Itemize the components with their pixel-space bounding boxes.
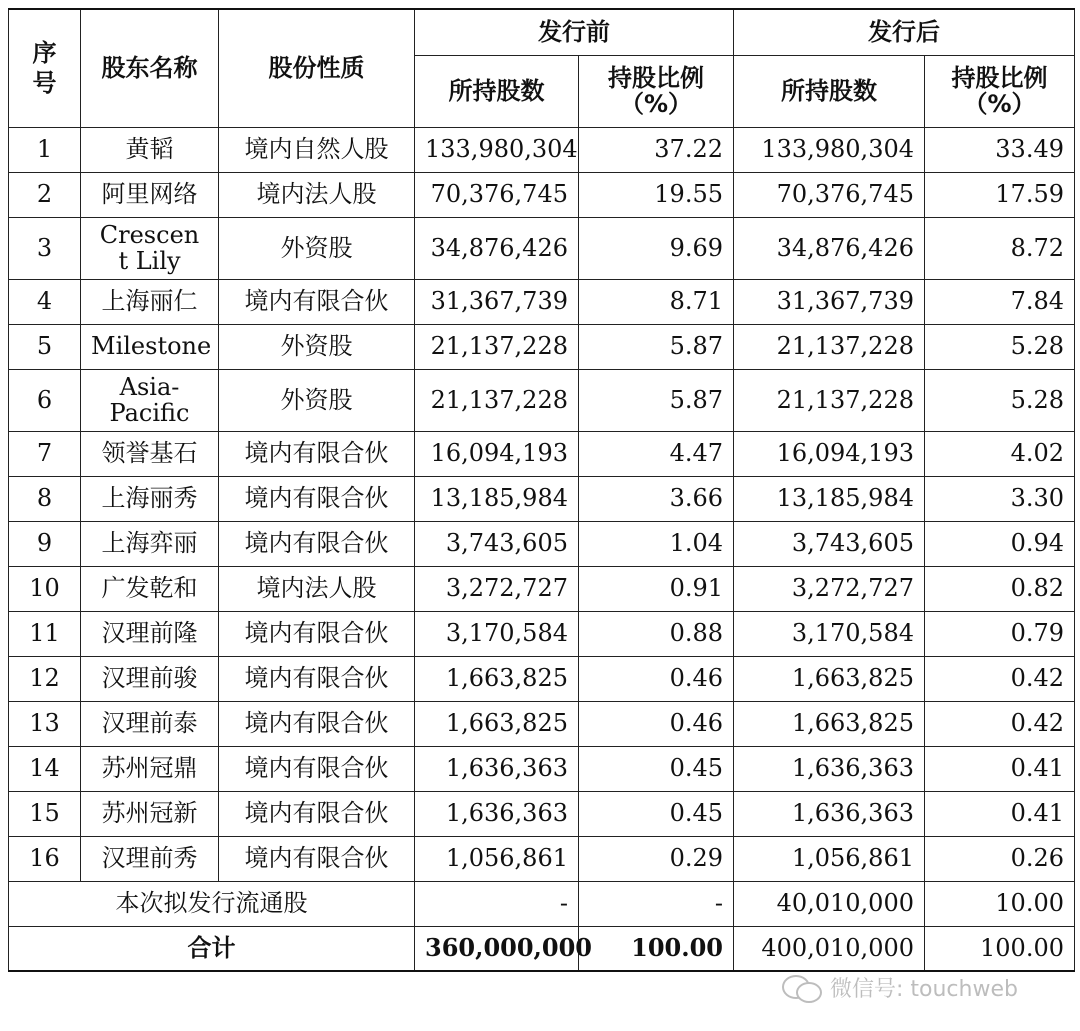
row-after-shares: 21,137,228 — [734, 324, 925, 369]
table-row — [9, 172, 1075, 217]
table-row — [9, 431, 1075, 476]
issue-after-shares: 40,010,000 — [734, 881, 925, 926]
row-shareholder-name: 黄韬 — [81, 127, 219, 172]
row-share-nature: 境内有限合伙 — [219, 521, 415, 566]
table-row — [9, 217, 1075, 279]
row-after-shares: 1,636,363 — [734, 791, 925, 836]
table-row — [9, 836, 1075, 881]
row-after-shares: 13,185,984 — [734, 476, 925, 521]
watermark — [782, 970, 1018, 1004]
row-share-nature: 境内法人股 — [219, 566, 415, 611]
row-shareholder-name: 领誉基石 — [81, 431, 219, 476]
row-share-nature: 境内有限合伙 — [219, 701, 415, 746]
row-shareholder-name: 上海丽仁 — [81, 279, 219, 324]
row-seq: 11 — [9, 611, 81, 656]
row-seq: 8 — [9, 476, 81, 521]
row-share-nature: 境内有限合伙 — [219, 431, 415, 476]
row-after-shares: 133,980,304 — [734, 127, 925, 172]
row-before-ratio: 8.71 — [579, 279, 734, 324]
row-after-ratio: 17.59 — [925, 172, 1075, 217]
row-shareholder-name: Milestone — [81, 324, 219, 369]
row-seq: 14 — [9, 746, 81, 791]
table-row — [9, 566, 1075, 611]
row-before-ratio: 0.45 — [579, 791, 734, 836]
table-row — [9, 611, 1075, 656]
header-name: 股东名称 — [81, 9, 219, 127]
row-share-nature: 境内法人股 — [219, 172, 415, 217]
row-share-nature: 境内有限合伙 — [219, 476, 415, 521]
row-after-ratio: 0.82 — [925, 566, 1075, 611]
row-after-shares: 31,367,739 — [734, 279, 925, 324]
row-after-shares: 3,743,605 — [734, 521, 925, 566]
row-after-ratio: 3.30 — [925, 476, 1075, 521]
row-before-ratio: 9.69 — [579, 217, 734, 279]
row-before-ratio: 5.87 — [579, 324, 734, 369]
total-before-shares: 360,000,000 — [415, 926, 579, 971]
row-seq: 7 — [9, 431, 81, 476]
header-after: 发行后 — [734, 9, 1075, 55]
row-before-ratio: 0.46 — [579, 701, 734, 746]
table-row — [9, 701, 1075, 746]
header-before: 发行前 — [415, 9, 734, 55]
row-before-shares: 31,367,739 — [415, 279, 579, 324]
row-after-ratio: 0.41 — [925, 791, 1075, 836]
header-seq — [9, 9, 81, 127]
table-row — [9, 127, 1075, 172]
row-before-shares: 34,876,426 — [415, 217, 579, 279]
row-before-ratio: 0.46 — [579, 656, 734, 701]
row-after-ratio: 7.84 — [925, 279, 1075, 324]
row-share-nature: 境内有限合伙 — [219, 279, 415, 324]
row-share-nature: 境内有限合伙 — [219, 746, 415, 791]
row-after-ratio: 0.42 — [925, 701, 1075, 746]
watermark-text: 微信号: touchweb — [830, 976, 1018, 1002]
row-before-shares: 3,170,584 — [415, 611, 579, 656]
row-after-ratio: 0.26 — [925, 836, 1075, 881]
row-after-shares: 21,137,228 — [734, 369, 925, 431]
row-before-shares: 21,137,228 — [415, 369, 579, 431]
row-share-nature: 外资股 — [219, 324, 415, 369]
row-seq: 10 — [9, 566, 81, 611]
row-shareholder-name: 广发乾和 — [81, 566, 219, 611]
issue-before-ratio: - — [579, 881, 734, 926]
row-before-ratio: 3.66 — [579, 476, 734, 521]
shareholder-table — [8, 8, 1075, 972]
total-after-ratio: 100.00 — [925, 926, 1075, 971]
row-before-ratio: 0.29 — [579, 836, 734, 881]
row-share-nature: 境内有限合伙 — [219, 791, 415, 836]
row-after-shares: 1,663,825 — [734, 656, 925, 701]
row-share-nature: 境内有限合伙 — [219, 611, 415, 656]
row-seq: 3 — [9, 217, 81, 279]
row-after-shares: 1,056,861 — [734, 836, 925, 881]
row-before-shares: 1,663,825 — [415, 656, 579, 701]
row-share-nature: 境内有限合伙 — [219, 836, 415, 881]
row-after-ratio: 33.49 — [925, 127, 1075, 172]
row-shareholder-name: 阿里网络 — [81, 172, 219, 217]
row-seq: 13 — [9, 701, 81, 746]
row-before-shares: 16,094,193 — [415, 431, 579, 476]
row-before-ratio: 5.87 — [579, 369, 734, 431]
table-row — [9, 324, 1075, 369]
table-row — [9, 656, 1075, 701]
row-shareholder-name: 汉理前骏 — [81, 656, 219, 701]
row-share-nature: 外资股 — [219, 369, 415, 431]
row-after-shares: 1,663,825 — [734, 701, 925, 746]
row-share-nature: 外资股 — [219, 217, 415, 279]
header-after-shares: 所持股数 — [734, 55, 925, 127]
row-after-shares: 3,272,727 — [734, 566, 925, 611]
row-shareholder-name: 苏州冠鼎 — [81, 746, 219, 791]
row-share-nature: 境内有限合伙 — [219, 656, 415, 701]
row-shareholder-name: Asia-Pacific — [81, 369, 219, 431]
row-after-ratio: 0.94 — [925, 521, 1075, 566]
row-after-shares: 16,094,193 — [734, 431, 925, 476]
table-row — [9, 746, 1075, 791]
row-seq: 4 — [9, 279, 81, 324]
row-shareholder-name: 上海丽秀 — [81, 476, 219, 521]
table-row — [9, 791, 1075, 836]
row-before-shares: 70,376,745 — [415, 172, 579, 217]
row-before-shares: 21,137,228 — [415, 324, 579, 369]
row-seq: 12 — [9, 656, 81, 701]
row-seq: 6 — [9, 369, 81, 431]
header-ratio-unit: （%） — [619, 90, 693, 118]
row-seq: 5 — [9, 324, 81, 369]
total-after-shares: 400,010,000 — [734, 926, 925, 971]
row-before-shares: 1,663,825 — [415, 701, 579, 746]
issue-row — [9, 881, 1075, 926]
row-share-nature: 境内自然人股 — [219, 127, 415, 172]
total-row — [9, 926, 1075, 971]
header-nature: 股份性质 — [219, 9, 415, 127]
total-before-ratio: 100.00 — [579, 926, 734, 971]
row-before-shares: 3,743,605 — [415, 521, 579, 566]
issue-row-label: 本次拟发行流通股 — [9, 881, 415, 926]
row-seq: 9 — [9, 521, 81, 566]
row-before-shares: 1,056,861 — [415, 836, 579, 881]
row-before-ratio: 19.55 — [579, 172, 734, 217]
row-after-ratio: 5.28 — [925, 369, 1075, 431]
row-shareholder-name: 汉理前泰 — [81, 701, 219, 746]
header-seq-label: 序号 — [32, 39, 57, 98]
row-after-ratio: 4.02 — [925, 431, 1075, 476]
header-ratio-unit: （%） — [963, 90, 1036, 118]
row-seq: 1 — [9, 127, 81, 172]
row-after-shares: 70,376,745 — [734, 172, 925, 217]
row-seq: 2 — [9, 172, 81, 217]
row-after-shares: 1,636,363 — [734, 746, 925, 791]
issue-before-shares: - — [415, 881, 579, 926]
row-shareholder-name: 汉理前隆 — [81, 611, 219, 656]
header-ratio-label: 持股比例 — [951, 63, 1048, 92]
table-row — [9, 369, 1075, 431]
row-before-ratio: 4.47 — [579, 431, 734, 476]
row-shareholder-name: 苏州冠新 — [81, 791, 219, 836]
row-before-ratio: 1.04 — [579, 521, 734, 566]
header-before-shares: 所持股数 — [415, 55, 579, 127]
row-seq: 16 — [9, 836, 81, 881]
row-shareholder-name: 汉理前秀 — [81, 836, 219, 881]
table-row — [9, 279, 1075, 324]
row-before-ratio: 0.91 — [579, 566, 734, 611]
row-after-ratio: 0.42 — [925, 656, 1075, 701]
row-after-ratio: 8.72 — [925, 217, 1075, 279]
row-shareholder-name: 上海弈丽 — [81, 521, 219, 566]
header-after-ratio — [925, 55, 1075, 127]
table-row — [9, 476, 1075, 521]
row-before-ratio: 37.22 — [579, 127, 734, 172]
row-before-ratio: 0.45 — [579, 746, 734, 791]
row-shareholder-name: Crescent Lily — [81, 217, 219, 279]
row-before-shares: 3,272,727 — [415, 566, 579, 611]
header-ratio-label: 持股比例 — [608, 63, 704, 92]
table-row — [9, 521, 1075, 566]
row-before-shares: 13,185,984 — [415, 476, 579, 521]
row-before-shares: 133,980,304 — [415, 127, 579, 172]
row-before-ratio: 0.88 — [579, 611, 734, 656]
row-after-ratio: 0.41 — [925, 746, 1075, 791]
row-before-shares: 1,636,363 — [415, 746, 579, 791]
wechat-icon — [782, 973, 822, 1001]
issue-after-ratio: 10.00 — [925, 881, 1075, 926]
row-after-ratio: 5.28 — [925, 324, 1075, 369]
row-after-shares: 3,170,584 — [734, 611, 925, 656]
row-before-shares: 1,636,363 — [415, 791, 579, 836]
row-after-ratio: 0.79 — [925, 611, 1075, 656]
row-seq: 15 — [9, 791, 81, 836]
header-before-ratio — [579, 55, 734, 127]
row-after-shares: 34,876,426 — [734, 217, 925, 279]
total-row-label: 合计 — [9, 926, 415, 971]
